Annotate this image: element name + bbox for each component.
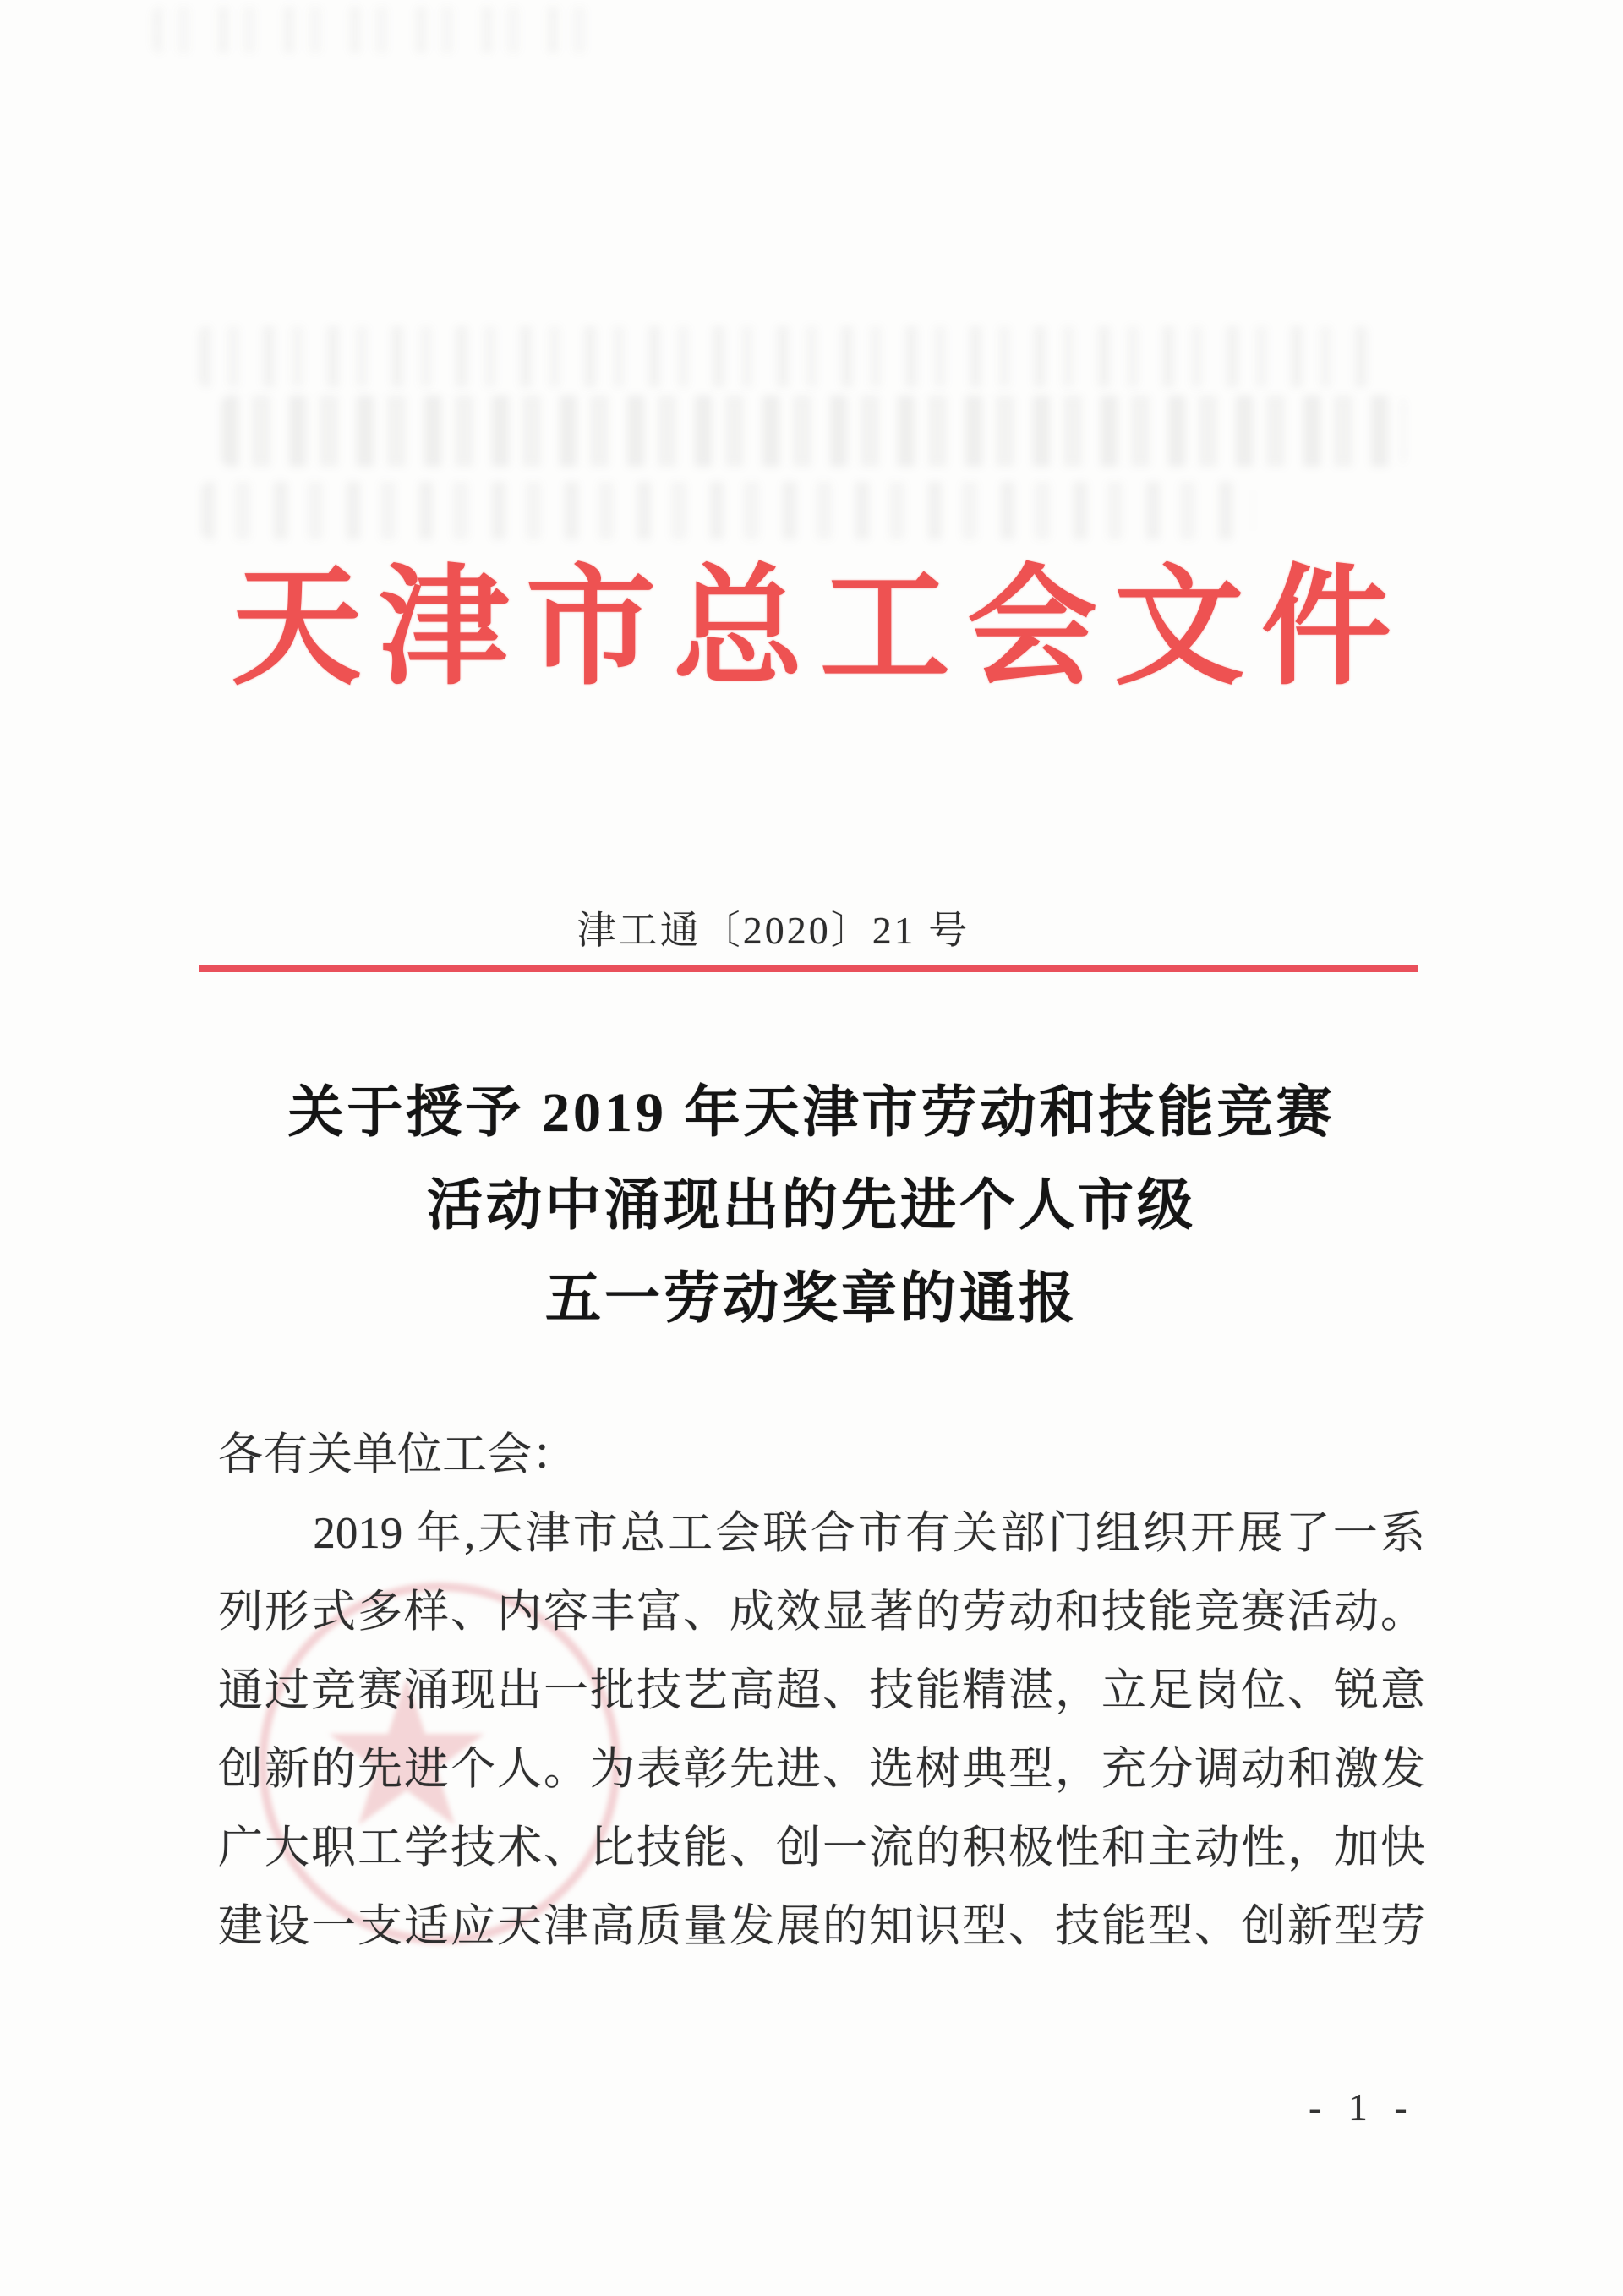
document-body [218, 1416, 1425, 1966]
document-title-line-3: 五一劳动奖章的通报 [545, 1268, 1078, 1330]
document-number: 津工通〔2020〕21 号 [577, 909, 970, 952]
bleedthrough-smudge-row-2 [221, 396, 1405, 467]
bleedthrough-smudge-top [152, 7, 609, 53]
red-divider-line [199, 965, 1418, 972]
body-line-3: 通过竞赛涌现出一批技艺高超、技能精湛，立足岗位、锐意 [218, 1666, 1425, 1715]
document-title [0, 1067, 1623, 1346]
bleedthrough-smudge-row-3 [201, 482, 1254, 539]
body-line-5: 广大职工学技术、比技能、创一流的积极性和主动性，加快 [218, 1823, 1425, 1872]
body-line-1: 2019 年,天津市总工会联合市有关部门组织开展了一系 [218, 1509, 1425, 1558]
official-seal-star-icon: ★ [315, 1636, 498, 1872]
body-line-6: 建设一支适应天津高质量发展的知识型、技能型、创新型劳 [218, 1902, 1425, 1951]
letterhead-title: 天津市总工会文件 [231, 557, 1408, 701]
body-line-4: 创新的先进个人。为表彰先进、选树典型，充分调动和激发 [218, 1745, 1425, 1794]
bleedthrough-smudge-row-1 [199, 326, 1369, 387]
document-title-line-2: 活动中涌现出的先进个人市级 [427, 1175, 1196, 1237]
page-number: - 1 - [1309, 2086, 1416, 2129]
body-line-2: 列形式多样、内容丰富、成效显著的劳动和技能竞赛活动。 [218, 1588, 1425, 1637]
salutation-line: 各有关单位工会： [218, 1430, 577, 1479]
document-title-line-1: 关于授予 2019 年天津市劳动和技能竞赛 [287, 1082, 1336, 1144]
